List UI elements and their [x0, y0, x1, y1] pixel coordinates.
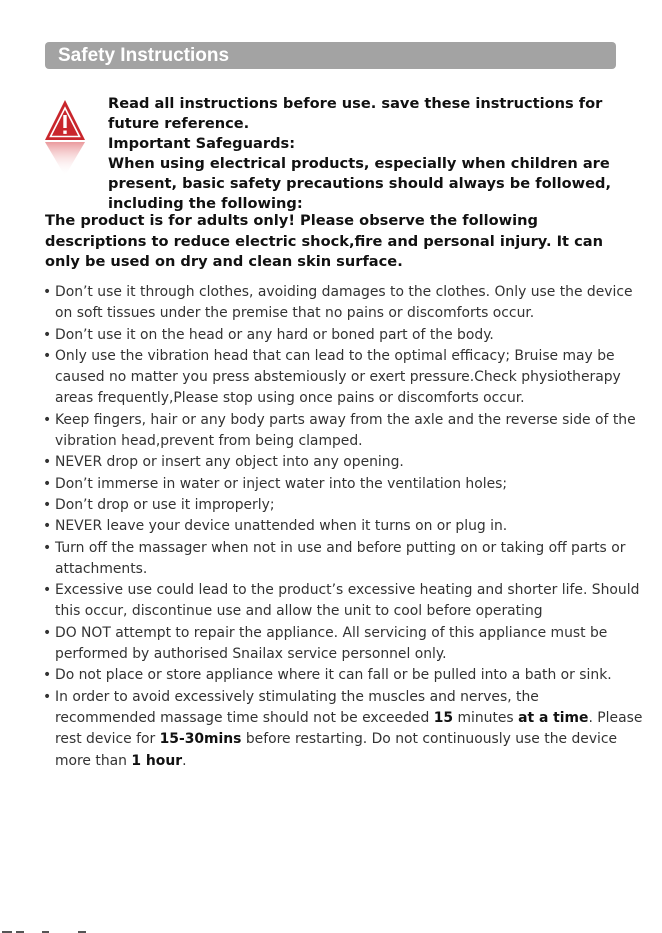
intro-important-safeguards: Important Safeguards:: [108, 135, 296, 152]
usage-text: before restarting. Do not continuously use the device more than: [55, 731, 618, 769]
list-item-usage-time: [43, 687, 643, 772]
max-continuous-use-value: 1 hour: [131, 752, 183, 769]
warning-triangle-icon: [44, 98, 86, 178]
intro-precautions: When using electrical products, especially when children are present, basic safety precautions should always be followed, including the following:: [108, 155, 612, 212]
list-item: • Don’t use it through clothes, avoiding damages to the clothes. Only use the device on soft tissues under the premise that no pains or discomforts occur.: [43, 282, 643, 325]
usage-at-a-time: at a time: [518, 709, 589, 726]
usage-text: In order to avoid excessively stimulating the muscles and nerves, the recommended massage time should not be exceeded: [55, 688, 539, 726]
list-item: • Do not place or store appliance where it can fall or be pulled into a bath or sink.: [43, 665, 643, 686]
list-item: • Don’t drop or use it improperly;: [43, 495, 643, 516]
list-item: • NEVER leave your device unattended when it turns on or plug in.: [43, 516, 643, 537]
list-item: • Excessive use could lead to the product’s excessive heating and shorter life. Should this occur, discontinue use and allow the unit to cool before operating: [43, 580, 643, 623]
list-item: • Turn off the massager when not in use and before putting on or taking off parts or attachments.: [43, 538, 643, 581]
usage-text: .: [182, 752, 187, 769]
section-header-banner: [45, 42, 616, 69]
rest-duration-value: 15-30mins: [159, 731, 242, 748]
usage-minutes-value: 15: [433, 709, 454, 726]
safety-list: [43, 282, 643, 772]
intro-block: [108, 94, 638, 214]
list-item: • NEVER drop or insert any object into any opening.: [43, 452, 643, 473]
intro-read-all: Read all instructions before use. save these instructions for future reference.: [108, 95, 603, 132]
usage-text: . Please rest device for: [55, 709, 643, 748]
list-item: • Keep fingers, hair or any body parts away from the axle and the reverse side of the vibration head,prevent from being clamped.: [43, 410, 643, 453]
section-title: Safety Instructions: [58, 45, 230, 66]
adults-only-notice: The product is for adults only! Please observe the following descriptions to reduce electric shock,fire and personal injury. It can only be used on dry and clean skin surface.: [45, 212, 603, 270]
list-item: • Only use the vibration head that can lead to the optimal efficacy; Bruise may be caused no matter you press abstemiously or exert pressure.Check physiotherapy areas frequently,Please stop using once pains or discomforts occur.: [43, 346, 643, 410]
usage-text: minutes: [453, 709, 519, 726]
list-item: • DO NOT attempt to repair the appliance. All servicing of this appliance must be performed by authorised Snailax service personnel only.: [43, 623, 643, 666]
list-item: • Don’t use it on the head or any hard or boned part of the body.: [43, 325, 643, 346]
list-item: • Don’t immerse in water or inject water into the ventilation holes;: [43, 474, 643, 495]
